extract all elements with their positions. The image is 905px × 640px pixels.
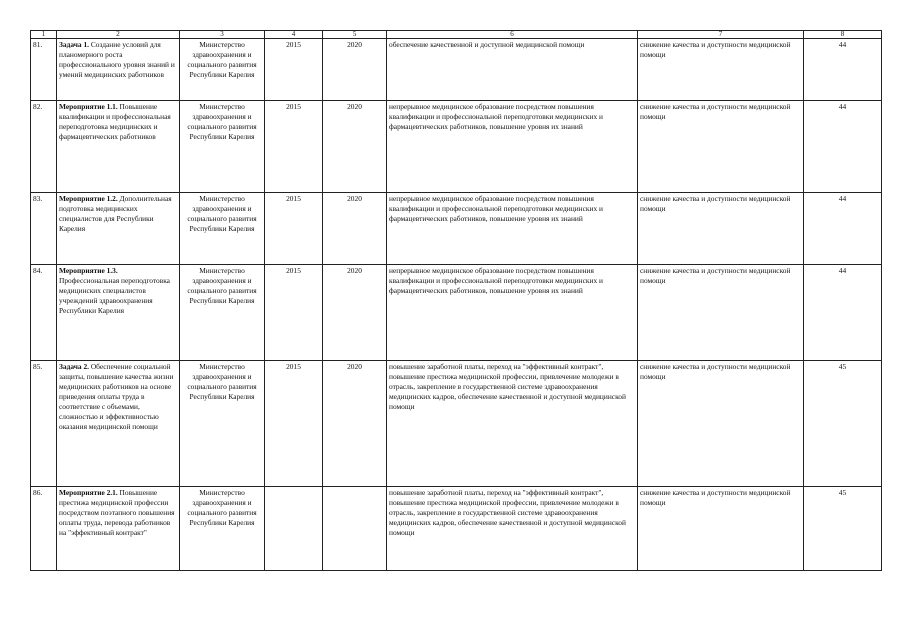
table-row <box>31 39 882 101</box>
executor-cell: Министерство здравоохранения и социального развития Республики Карелия <box>180 265 265 361</box>
expected-result-cell: обеспечение качественной и доступной медицинской помощи <box>387 39 638 101</box>
column-number-8: 8 <box>804 31 882 39</box>
consequence-cell: снижение качества и доступности медицинской помощи <box>638 361 804 487</box>
executor-cell: Министерство здравоохранения и социального развития Республики Карелия <box>180 101 265 193</box>
table-row <box>31 193 882 265</box>
end-year-cell: 2020 <box>323 39 387 101</box>
consequence-cell: снижение качества и доступности медицинской помощи <box>638 101 804 193</box>
row-number-cell: 81. <box>31 39 57 101</box>
indicator-cell: 44 <box>804 101 882 193</box>
end-year-cell <box>323 487 387 571</box>
expected-result-cell: непрерывное медицинское образование посредством повышения квалификации и профессиональной переподготовки медицинских и фармацевтических работников, повышение уровня их знаний <box>387 101 638 193</box>
measure-title-text: Обеспечение социальной защиты, повышение качества жизни медицинских работников на основе приведения оплаты труда в соответствие с объемами, сложностью и эффективностью оказания медицинской помощи <box>59 362 174 431</box>
consequence-cell: снижение качества и доступности медицинской помощи <box>638 265 804 361</box>
indicator-cell: 44 <box>804 265 882 361</box>
row-number-cell: 82. <box>31 101 57 193</box>
indicator-cell: 45 <box>804 487 882 571</box>
indicator-cell: 44 <box>804 193 882 265</box>
measure-title-text: Профессиональная переподготовка медицинских специалистов учреждений здравоохранения Республики Карелия <box>59 276 170 315</box>
start-year-cell <box>265 487 323 571</box>
start-year-cell: 2015 <box>265 361 323 487</box>
measure-title-cell <box>57 361 180 487</box>
column-number-3: 3 <box>180 31 265 39</box>
row-number-cell: 84. <box>31 265 57 361</box>
column-number-4: 4 <box>265 31 323 39</box>
measure-title-bold: Задача 1. <box>59 40 89 49</box>
executor-cell: Министерство здравоохранения и социального развития Республики Карелия <box>180 487 265 571</box>
end-year-cell: 2020 <box>323 193 387 265</box>
table-body <box>31 39 882 571</box>
executor-cell: Министерство здравоохранения и социального развития Республики Карелия <box>180 361 265 487</box>
consequence-cell: снижение качества и доступности медицинской помощи <box>638 193 804 265</box>
start-year-cell: 2015 <box>265 265 323 361</box>
row-number-cell: 85. <box>31 361 57 487</box>
row-number-cell: 83. <box>31 193 57 265</box>
table-row <box>31 265 882 361</box>
column-number-5: 5 <box>323 31 387 39</box>
measure-title-bold: Задача 2. <box>59 362 89 371</box>
indicator-cell: 44 <box>804 39 882 101</box>
expected-result-cell: непрерывное медицинское образование посредством повышения квалификации и профессиональной переподготовки медицинских и фармацевтических работников, повышение уровня их знаний <box>387 193 638 265</box>
measure-title-text: Дополнительная подготовка медицинских специалистов для Республики Карелия <box>59 194 172 233</box>
expected-result-cell: повышение заработной платы, переход на "эффективный контракт", повышение престижа медицинской профессии, привлечение молодежи в отрасль, закрепление в государственной системе здравоохранения медицинских кадров, обеспечение качественной и доступной медицинской помощи <box>387 361 638 487</box>
start-year-cell: 2015 <box>265 193 323 265</box>
executor-cell: Министерство здравоохранения и социального развития Республики Карелия <box>180 39 265 101</box>
column-number-6: 6 <box>387 31 638 39</box>
table-row <box>31 487 882 571</box>
start-year-cell: 2015 <box>265 101 323 193</box>
measure-title-bold: Мероприятие 1.3. <box>59 266 118 275</box>
end-year-cell: 2020 <box>323 101 387 193</box>
measure-title-bold: Мероприятие 2.1. <box>59 488 118 497</box>
column-number-header <box>31 31 882 39</box>
end-year-cell: 2020 <box>323 361 387 487</box>
executor-cell: Министерство здравоохранения и социального развития Республики Карелия <box>180 193 265 265</box>
indicator-cell: 45 <box>804 361 882 487</box>
consequence-cell: снижение качества и доступности медицинской помощи <box>638 39 804 101</box>
measure-title-cell <box>57 487 180 571</box>
table-row <box>31 361 882 487</box>
measures-table <box>30 30 882 571</box>
table-row <box>31 101 882 193</box>
measure-title-text: Повышение престижа медицинской профессии посредством поэтапного повышения оплаты труда, перевода работников на "эффективный контракт" <box>59 488 175 537</box>
document-sheet <box>30 30 882 571</box>
consequence-cell: снижение качества и доступности медицинской помощи <box>638 487 804 571</box>
column-number-1: 1 <box>31 31 57 39</box>
measure-title-text: Создание условий для планомерного роста профессионального уровня знаний и умений медицинских работников <box>59 40 175 79</box>
measure-title-text: Повышение квалификации и профессиональная переподготовка медицинских и фармацевтических работников <box>59 102 171 141</box>
measure-title-bold: Мероприятие 1.2. <box>59 194 118 203</box>
measure-title-cell <box>57 193 180 265</box>
column-number-7: 7 <box>638 31 804 39</box>
column-number-2: 2 <box>57 31 180 39</box>
end-year-cell: 2020 <box>323 265 387 361</box>
expected-result-cell: повышение заработной платы, переход на "эффективный контракт", повышение престижа медицинской профессии, привлечение молодежи в отрасль, закрепление в государственной системе здравоохранения медицинских кадров, обеспечение качественной и доступной медицинской помощи <box>387 487 638 571</box>
row-number-cell: 86. <box>31 487 57 571</box>
header-row <box>31 31 882 39</box>
measure-title-bold: Мероприятие 1.1. <box>59 102 118 111</box>
measure-title-cell <box>57 39 180 101</box>
start-year-cell: 2015 <box>265 39 323 101</box>
expected-result-cell: непрерывное медицинское образование посредством повышения квалификации и профессиональной переподготовки медицинских и фармацевтических работников, повышение уровня их знаний <box>387 265 638 361</box>
measure-title-cell <box>57 101 180 193</box>
measure-title-cell <box>57 265 180 361</box>
